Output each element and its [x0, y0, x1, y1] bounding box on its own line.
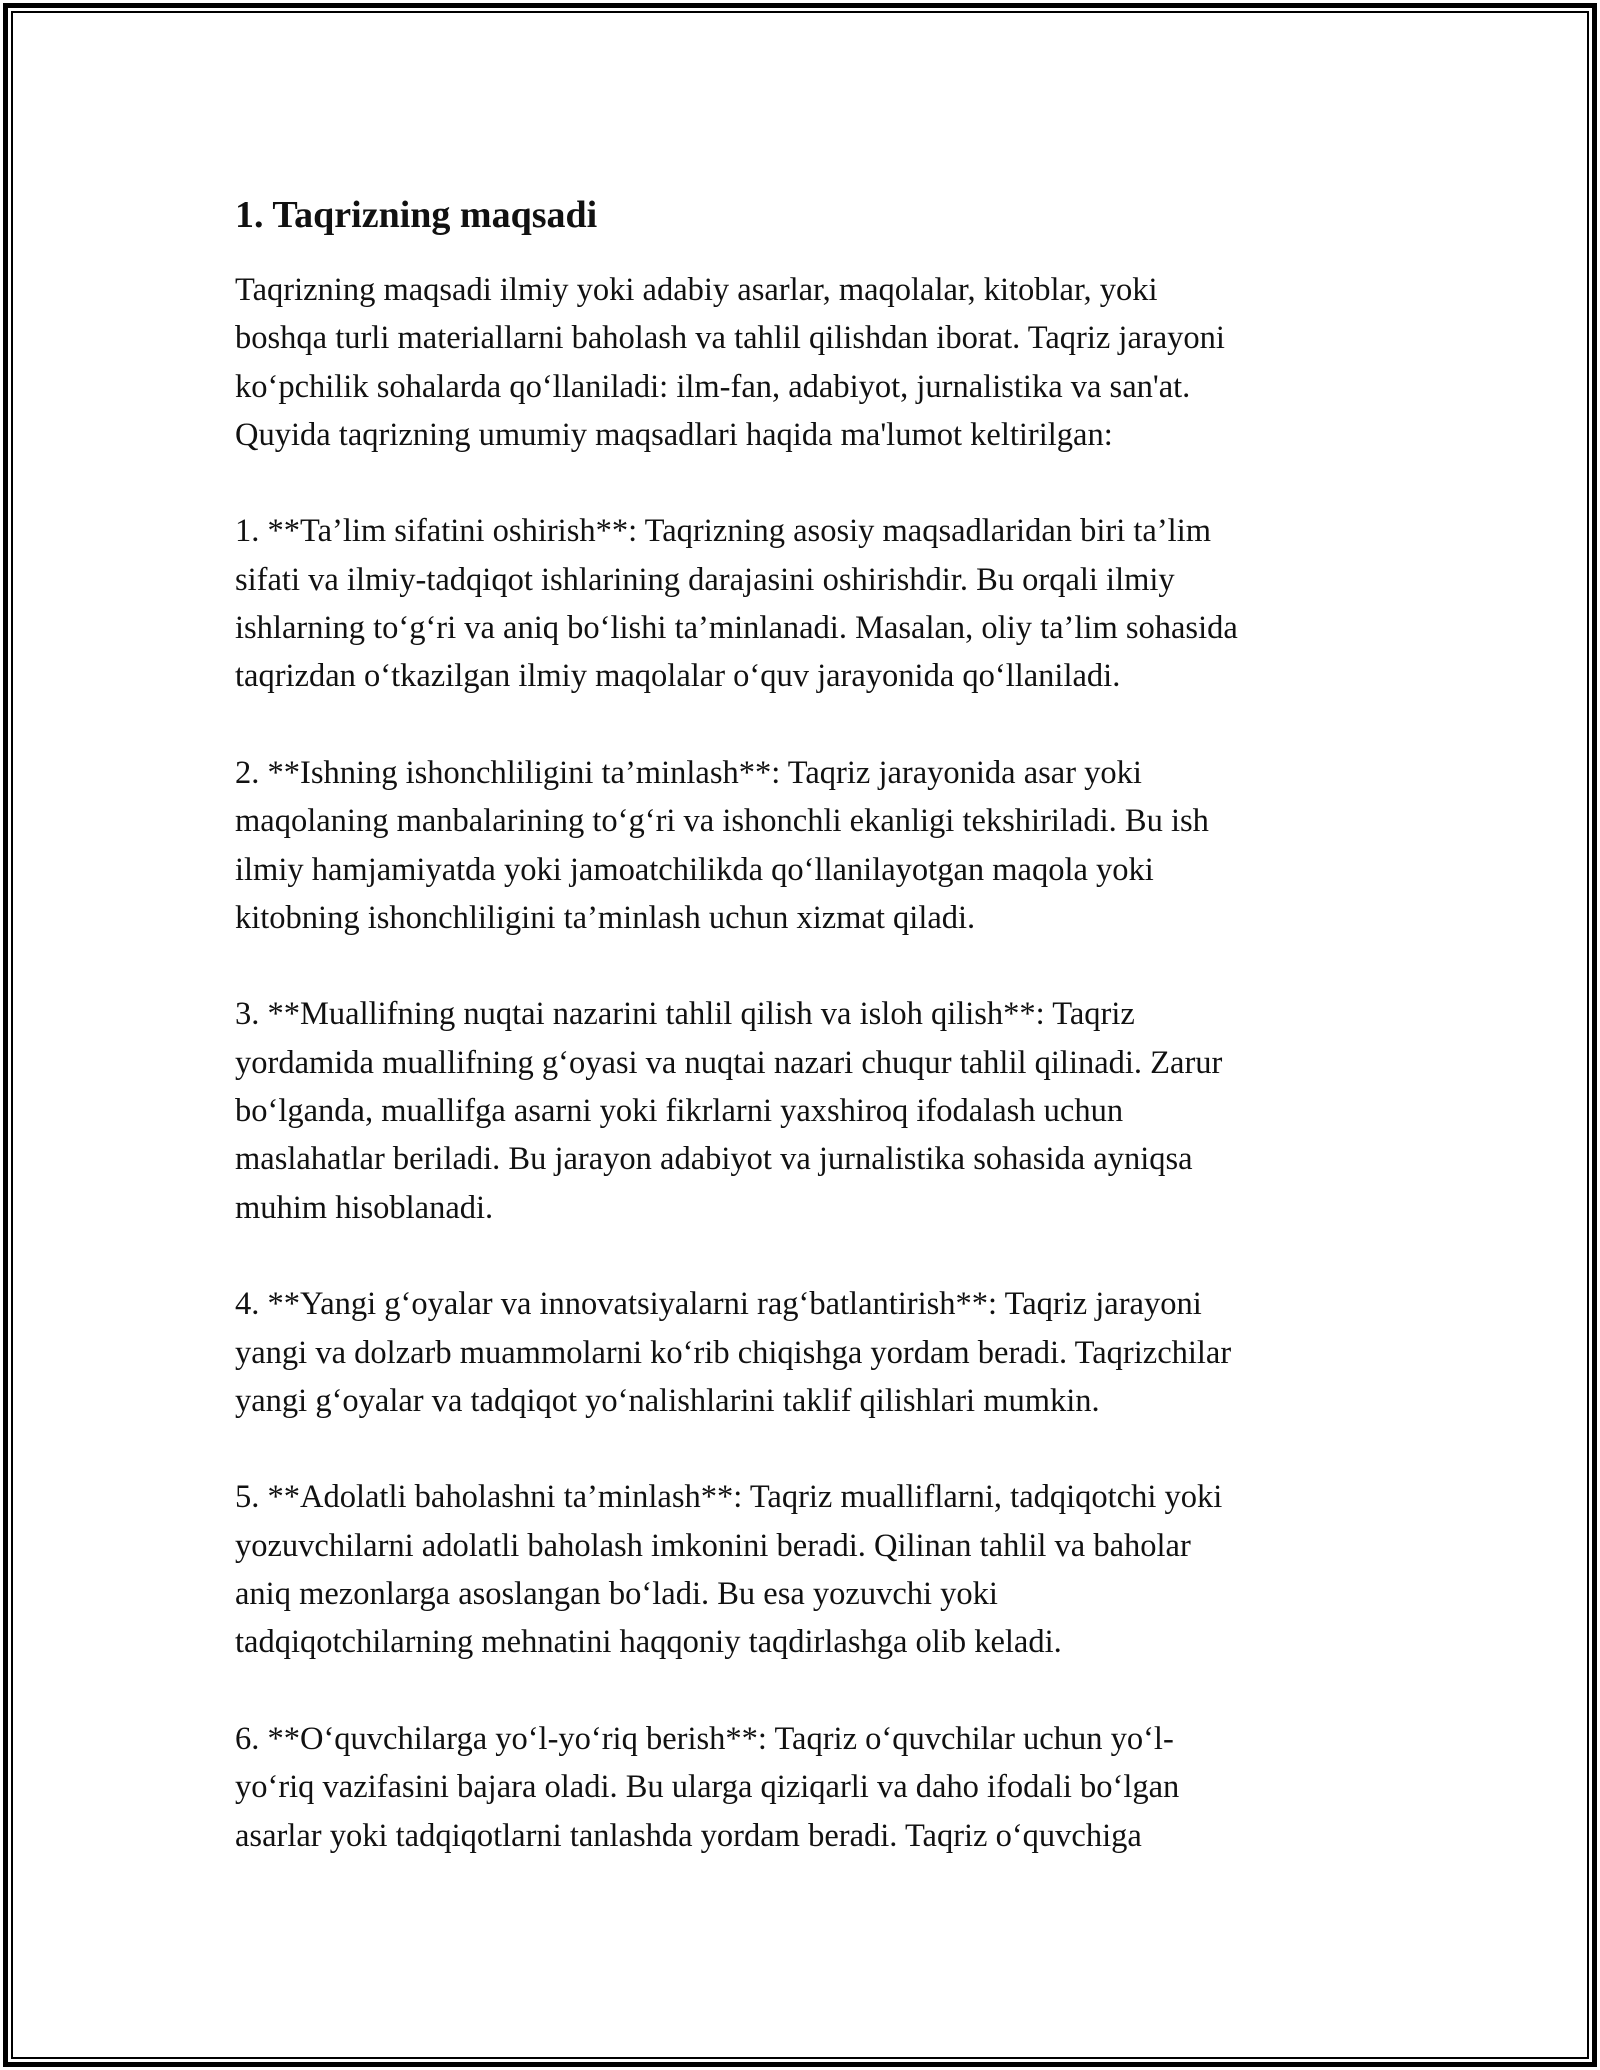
- list-item-4: 4. **Yangi g‘oyalar va innovatsiyalarni rag‘batlantirish**: Taqriz jarayoni yangi va dolzarb muammolarni ko‘rib chiqishga yordam beradi. Taqrizchilar yangi g‘oyalar va tadqiqot yo‘nalishlarini taklif qilishlari mumkin.: [235, 1286, 1232, 1419]
- list-item-3: 3. **Muallifning nuqtai nazarini tahlil qilish va isloh qilish**: Taqriz yordamida muallifning g‘oyasi va nuqtai nazari chuqur tahlil qilinadi. Zarur bo‘lganda, muallifga asarni yoki fikrlarni yaxshiroq ifodalash uchun maslahatlar beriladi. Bu jarayon adabiyot va jurnalistika sohasida ayniqsa muhim hisoblanadi.: [235, 996, 1223, 1226]
- document-content: [235, 190, 1375, 1860]
- list-item-1: 1. **Ta’lim sifatini oshirish**: Taqrizning asosiy maqsadlaridan biri ta’lim sifati va ilmiy-tadqiqot ishlarining darajasini oshirishdir. Bu orqali ilmiy ishlarning to‘g‘ri va aniq bo‘lishi ta’minlanadi. Masalan, oliy ta’lim sohasida taqrizdan o‘tkazilgan ilmiy maqolalar o‘quv jarayonida qo‘llaniladi.: [235, 513, 1238, 695]
- list-item-6: 6. **O‘quvchilarga yo‘l-yo‘riq berish**: Taqriz o‘quvchilar uchun yo‘l- yo‘riq vazifasini bajara oladi. Bu ularga qiziqarli va daho ifodali bo‘lgan asarlar yoki tadqiqotlarni tanlashda yordam beradi. Taqriz o‘quvchiga: [235, 1720, 1180, 1854]
- list-item-2: 2. **Ishning ishonchliligini ta’minlash**: Taqriz jarayonida asar yoki maqolaning manbalarining to‘g‘ri va ishonchli ekanligi tekshiriladi. Bu ish ilmiy hamjamiyatda yoki jamoatchilikda qo‘llanilayotgan maqola yoki kitobning ishonchliligini ta’minlash uchun xizmat qiladi.: [235, 754, 1209, 936]
- list-item-5: 5. **Adolatli baholashni ta’minlash**: Taqriz mualliflarni, tadqiqotchi yoki yozuvchilarni adolatli baholash imkonini beradi. Qilinan tahlil va baholar aniq mezonlarga asoslangan bo‘ladi. Bu esa yozuvchi yoki tadqiqotchilarning mehnatini haqqoniy taqdirlashga olib keladi.: [235, 1479, 1223, 1661]
- section-heading: 1. Taqrizning maqsadi: [235, 194, 598, 236]
- intro-paragraph: Taqrizning maqsadi ilmiy yoki adabiy asarlar, maqolalar, kitoblar, yoki boshqa turli materiallarni baholash va tahlil qilishdan iborat. Taqriz jarayoni ko‘pchilik sohalarda qo‘llaniladi: ilm-fan, adabiyot, jurnalistika va san'at. Quyida taqrizning umumiy maqsadlari haqida ma'lumot keltirilgan:: [235, 272, 1225, 453]
